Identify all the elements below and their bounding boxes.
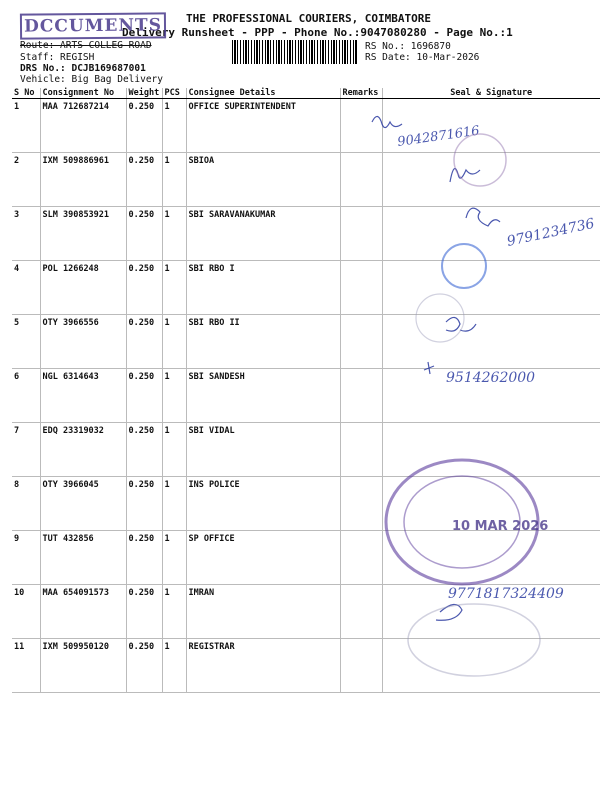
row-consignee: SP OFFICE <box>186 531 340 585</box>
drs-number: DRS No.: DCJB169687001 <box>20 63 146 74</box>
row-consignment: MAA 712687214 <box>40 99 126 153</box>
handwritten-phone-row6: 9514262000 <box>446 370 536 386</box>
row-consignment: POL 1266248 <box>40 261 126 315</box>
signature-row3 <box>466 208 500 226</box>
seal-row4 <box>442 244 486 288</box>
row-sno: 11 <box>12 639 40 693</box>
row-consignee: SBI RBO I <box>186 261 340 315</box>
row-consignee: IMRAN <box>186 585 340 639</box>
col-remarks: Remarks <box>340 88 382 99</box>
signature-row1 <box>372 116 402 127</box>
row-consignment: IXM 509950120 <box>40 639 126 693</box>
row-consignment: OTY 3966556 <box>40 315 126 369</box>
row-weight: 0.250 <box>126 261 162 315</box>
row-weight: 0.250 <box>126 423 162 477</box>
row-sno: 7 <box>12 423 40 477</box>
row-pcs: 1 <box>162 585 186 639</box>
row-weight: 0.250 <box>126 531 162 585</box>
company-title: THE PROFESSIONAL COURIERS, COIMBATORE <box>186 12 432 25</box>
seal-date: 10 MAR 2026 <box>452 519 549 534</box>
row-weight: 0.250 <box>126 639 162 693</box>
vehicle-label: Vehicle: Big Bag Delivery <box>20 74 163 85</box>
row-sno: 2 <box>12 153 40 207</box>
row-sno: 9 <box>12 531 40 585</box>
row-consignment: OTY 3966045 <box>40 477 126 531</box>
col-sno: S No <box>12 88 40 99</box>
rs-date: RS Date: 10-Mar-2026 <box>365 52 480 63</box>
row-consignment: TUT 432856 <box>40 531 126 585</box>
row-pcs: 1 <box>162 531 186 585</box>
row-pcs: 1 <box>162 639 186 693</box>
seal-row2 <box>454 134 506 186</box>
col-consignment: Consignment No <box>40 88 126 99</box>
row-sno: 5 <box>12 315 40 369</box>
row-weight: 0.250 <box>126 99 162 153</box>
row-pcs: 1 <box>162 423 186 477</box>
signature-row6 <box>424 362 434 374</box>
row-consignee: SBI SARAVANAKUMAR <box>186 207 340 261</box>
runsheet-title: Delivery Runsheet - PPP - Phone No.:9047080280 - Page No.:1 <box>122 26 513 39</box>
row-sno: 8 <box>12 477 40 531</box>
row-consignment: SLM 390853921 <box>40 207 126 261</box>
row-weight: 0.250 <box>126 585 162 639</box>
row-sno: 4 <box>12 261 40 315</box>
col-pcs: PCS <box>162 88 186 99</box>
row-consignee: OFFICE SUPERINTENDENT <box>186 99 340 153</box>
row-sno: 10 <box>12 585 40 639</box>
row-consignment: MAA 654091573 <box>40 585 126 639</box>
row-pcs: 1 <box>162 369 186 423</box>
row-pcs: 1 <box>162 153 186 207</box>
row-weight: 0.250 <box>126 207 162 261</box>
staff-label: Staff: REGISH <box>20 52 95 63</box>
row-consignee: SBI VIDAL <box>186 423 340 477</box>
handwritten-phone-row3: 9791234736 <box>505 215 596 250</box>
row-weight: 0.250 <box>126 369 162 423</box>
seal-row11 <box>408 604 540 676</box>
handwritten-phone-row10: 9771817324409 <box>448 586 564 602</box>
col-seal-signature: Seal & Signature <box>382 88 600 99</box>
row-consignee: SBI RBO II <box>186 315 340 369</box>
row-pcs: 1 <box>162 261 186 315</box>
row-weight: 0.250 <box>126 153 162 207</box>
row-consignment: IXM 509886961 <box>40 153 126 207</box>
documents-stamp: DCCUMENTS <box>20 12 166 39</box>
handwritten-phone-row1: 9042871616 <box>396 123 481 150</box>
row-pcs: 1 <box>162 207 186 261</box>
route-label: Route: ARTS COLLEG ROAD <box>20 40 152 51</box>
row-pcs: 1 <box>162 99 186 153</box>
row-pcs: 1 <box>162 315 186 369</box>
col-consignee: Consignee Details <box>186 88 340 99</box>
row-sno: 6 <box>12 369 40 423</box>
row-consignment: NGL 6314643 <box>40 369 126 423</box>
row-sno: 1 <box>12 99 40 153</box>
row-consignee: SBIOA <box>186 153 340 207</box>
rs-number: RS No.: 1696870 <box>365 41 451 52</box>
row-weight: 0.250 <box>126 315 162 369</box>
signature-row2 <box>450 169 480 182</box>
row-consignee: INS POLICE <box>186 477 340 531</box>
col-weight: Weight <box>126 88 162 99</box>
row-consignee: REGISTRAR <box>186 639 340 693</box>
row-consignment: EDQ 23319032 <box>40 423 126 477</box>
row-pcs: 1 <box>162 477 186 531</box>
row-weight: 0.250 <box>126 477 162 531</box>
row-sno: 3 <box>12 207 40 261</box>
row-consignee: SBI SANDESH <box>186 369 340 423</box>
